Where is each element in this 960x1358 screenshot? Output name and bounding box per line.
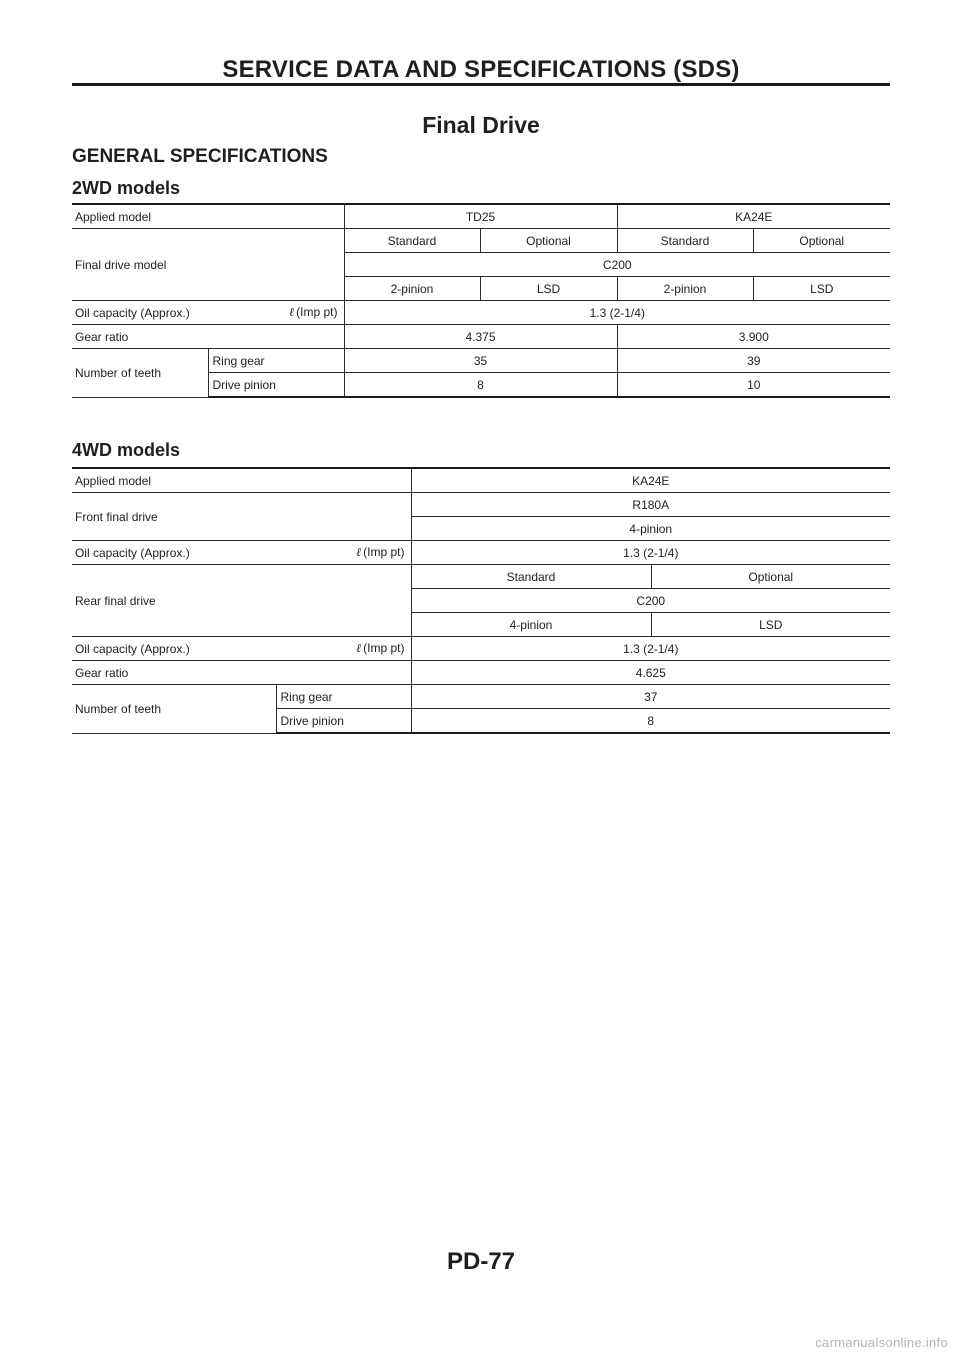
watermark: carmanualsonline.info <box>815 1335 948 1350</box>
type-cell: 2-pinion <box>617 277 753 301</box>
spec-table-2wd <box>72 203 890 398</box>
section-title: GENERAL SPECIFICATIONS <box>72 146 328 167</box>
option-cell: Optional <box>651 565 890 589</box>
model-cell: KA24E <box>411 468 890 493</box>
gear-ratio-value: 4.625 <box>411 661 890 685</box>
table-row <box>72 229 890 253</box>
applied-model-label: Applied model <box>72 468 411 493</box>
oil-capacity-value: 1.3 (2-1/4) <box>344 301 890 325</box>
front-model-cell: R180A <box>411 493 890 517</box>
ring-gear-value: 35 <box>344 349 617 373</box>
litre-symbol: ℓ <box>289 305 295 319</box>
oil-unit-text: (Imp pt) <box>363 641 405 655</box>
gear-ratio-value: 3.900 <box>617 325 890 349</box>
type-cell: 4-pinion <box>411 613 651 637</box>
table-row <box>72 541 890 565</box>
subsection-title-4wd: 4WD models <box>72 440 181 460</box>
model-cell: KA24E <box>617 204 890 229</box>
oil-unit <box>208 301 344 325</box>
drive-pinion-value: 8 <box>344 373 617 398</box>
oil-unit <box>276 637 411 661</box>
option-cell: Standard <box>617 229 753 253</box>
model-cell: TD25 <box>344 204 617 229</box>
gear-ratio-label: Gear ratio <box>72 661 411 685</box>
type-cell: LSD <box>480 277 617 301</box>
final-drive-cell: C200 <box>344 253 890 277</box>
drive-pinion-label: Drive pinion <box>208 373 344 398</box>
drive-pinion-value: 10 <box>617 373 890 398</box>
option-cell: Optional <box>480 229 617 253</box>
running-header: SERVICE DATA AND SPECIFICATIONS (SDS) <box>222 56 740 83</box>
applied-model-label: Applied model <box>72 204 344 229</box>
final-drive-model-label: Final drive model <box>72 229 344 301</box>
gear-ratio-label: Gear ratio <box>72 325 344 349</box>
front-type-cell: 4-pinion <box>411 517 890 541</box>
litre-symbol: ℓ <box>356 641 362 655</box>
drive-pinion-label: Drive pinion <box>276 709 411 734</box>
table-row <box>72 685 890 709</box>
oil-unit-text: (Imp pt) <box>296 305 338 319</box>
page-number: PD-77 <box>446 1248 516 1275</box>
number-of-teeth-label: Number of teeth <box>72 349 208 398</box>
oil-capacity-value: 1.3 (2-1/4) <box>411 541 890 565</box>
type-cell: LSD <box>753 277 890 301</box>
option-cell: Optional <box>753 229 890 253</box>
oil-unit <box>276 541 411 565</box>
header-rule <box>72 83 890 86</box>
option-cell: Standard <box>344 229 480 253</box>
table-row <box>72 325 890 349</box>
option-cell: Standard <box>411 565 651 589</box>
rear-model-cell: C200 <box>411 589 890 613</box>
ring-gear-label: Ring gear <box>276 685 411 709</box>
oil-capacity-label: Oil capacity (Approx.) <box>72 301 208 325</box>
oil-capacity-label: Oil capacity (Approx.) <box>72 637 276 661</box>
oil-capacity-label: Oil capacity (Approx.) <box>72 541 276 565</box>
drive-pinion-value: 8 <box>411 709 890 734</box>
subsection-title-2wd: 2WD models <box>72 178 181 198</box>
ring-gear-label: Ring gear <box>208 349 344 373</box>
page-title: Final Drive <box>422 112 540 138</box>
type-cell: LSD <box>651 613 890 637</box>
litre-symbol: ℓ <box>356 545 362 559</box>
table-row <box>72 301 890 325</box>
ring-gear-value: 37 <box>411 685 890 709</box>
gear-ratio-value: 4.375 <box>344 325 617 349</box>
table-row <box>72 565 890 589</box>
oil-capacity-value: 1.3 (2-1/4) <box>411 637 890 661</box>
table-row <box>72 468 890 493</box>
table-row <box>72 637 890 661</box>
number-of-teeth-label: Number of teeth <box>72 685 276 734</box>
ring-gear-value: 39 <box>617 349 890 373</box>
table-row <box>72 349 890 373</box>
oil-unit-text: (Imp pt) <box>363 545 405 559</box>
front-final-drive-label: Front final drive <box>72 493 411 541</box>
spec-table-4wd <box>72 467 890 734</box>
table-row <box>72 204 890 229</box>
rear-final-drive-label: Rear final drive <box>72 565 411 637</box>
table-row <box>72 493 890 517</box>
table-row <box>72 661 890 685</box>
type-cell: 2-pinion <box>344 277 480 301</box>
